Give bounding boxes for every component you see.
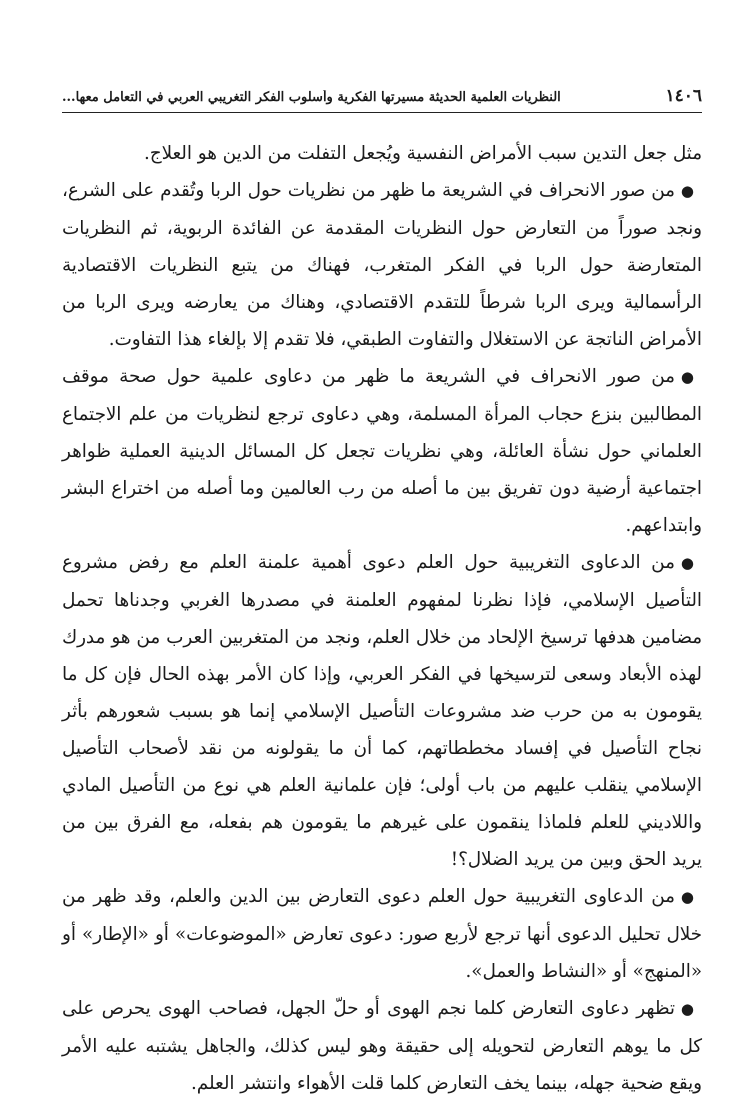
bullet-dot-icon: ● — [680, 888, 694, 906]
bullet-paragraph — [62, 878, 702, 990]
running-header — [62, 86, 702, 113]
page-number: ١٤٠٦ — [665, 86, 702, 106]
paragraph-text: مثل جعل التدين سبب الأمراض النفسية ويُجعل التفلت من الدين هو العلاج. — [143, 143, 702, 164]
bullet-dot-icon: ● — [680, 1000, 694, 1018]
bullet-dot-icon: ● — [680, 182, 694, 200]
body-text — [62, 135, 702, 1102]
running-title: النظريات العلمية الحديثة مسيرتها الفكرية وأسلوب الفكر التغريبي العربي في التعامل معها... — [62, 90, 561, 105]
paragraph-text: من الدعاوى التغريبية حول العلم دعوى أهمية علمنة العلم مع رفض مشروع التأصيل الإسلامي، فإذا نظرنا لمفهوم العلمنة في مصدرها الغربي وجدناها تحمل مضامين هدفها ترسيخ الإلحاد من خلال العلم، ونجد من المتغربين العرب من هو مدرك لهذه الأبعاد وسعى لترسيخها في الفكر العربي، وإذا كان الأمر بهذه الحال فإن كل ما يقومون به من حرب ضد مشروعات التأصيل الإسلامي إنما هو بسبب شعورهم بأثر نجاح التأصيل في إفساد مخططاتهم، كما أن ما يقولونه من نقد لأصحاب التأصيل الإسلامي ينقلب عليهم من باب أولى؛ فإن علمانية العلم هي نوع من التأصيل المادي واللاديني للعلم فلماذا ينقمون على غيرهم ما يقومون هم بفعله، مع الفرق بين من يريد الحق وبين من يريد الضلال؟! — [62, 552, 702, 870]
bullet-dot-icon: ● — [680, 554, 694, 572]
book-page — [62, 86, 702, 1102]
bullet-paragraph — [62, 358, 702, 544]
paragraph-text: من صور الانحراف في الشريعة ما ظهر من دعاوى علمية حول صحة موقف المطالبين بنزع حجاب المرأة المسلمة، وهي دعاوى ترجع لنظريات من علم الاجتماع العلماني حول نشأة العائلة، وهي نظريات تجعل كل المسائل الدينية العملية ظواهر اجتماعية أرضية دون تفريق بين ما أصله من رب العالمين وما أصله من اختراع البشر وابتداعهم. — [62, 366, 702, 536]
bullet-paragraph — [62, 990, 702, 1102]
bullet-paragraph — [62, 172, 702, 358]
paragraph — [62, 135, 702, 172]
bullet-dot-icon: ● — [680, 368, 694, 386]
paragraph-text: تظهر دعاوى التعارض كلما نجم الهوى أو حلّ الجهل، فصاحب الهوى يحرص على كل ما يوهم التعارض لتحويله إلى حقيقة وهو ليس كذلك، والجاهل يشتبه عليه الأمر ويقع ضحية جهله، بينما يخف التعارض كلما قلت الأهواء وانتشر العلم. — [62, 998, 702, 1094]
paragraph-text: من صور الانحراف في الشريعة ما ظهر من نظريات حول الربا وتُقدم على الشرع، ونجد صوراً من التعارض حول النظريات المقدمة عن الفائدة الربوية، ثم النظريات المتعارضة حول الربا في الفكر المتغرب، فهناك من يتبع النظريات الاقتصادية الرأسمالية ويرى الربا شرطاً للتقدم الاقتصادي، وهناك من يعارضه ويرى الربا من الأمراض الناتجة عن الاستغلال والتفاوت الطبقي، فلا تقدم إلا بإلغاء هذا التفاوت. — [62, 180, 702, 350]
bullet-paragraph — [62, 544, 702, 878]
paragraph-text: من الدعاوى التغريبية حول العلم دعوى التعارض بين الدين والعلم، وقد ظهر من خلال تحليل الدعوى أنها ترجع لأربع صور: دعوى تعارض «الموضوعات» أو «الإطار» أو «المنهج» أو «النشاط والعمل». — [62, 886, 702, 982]
